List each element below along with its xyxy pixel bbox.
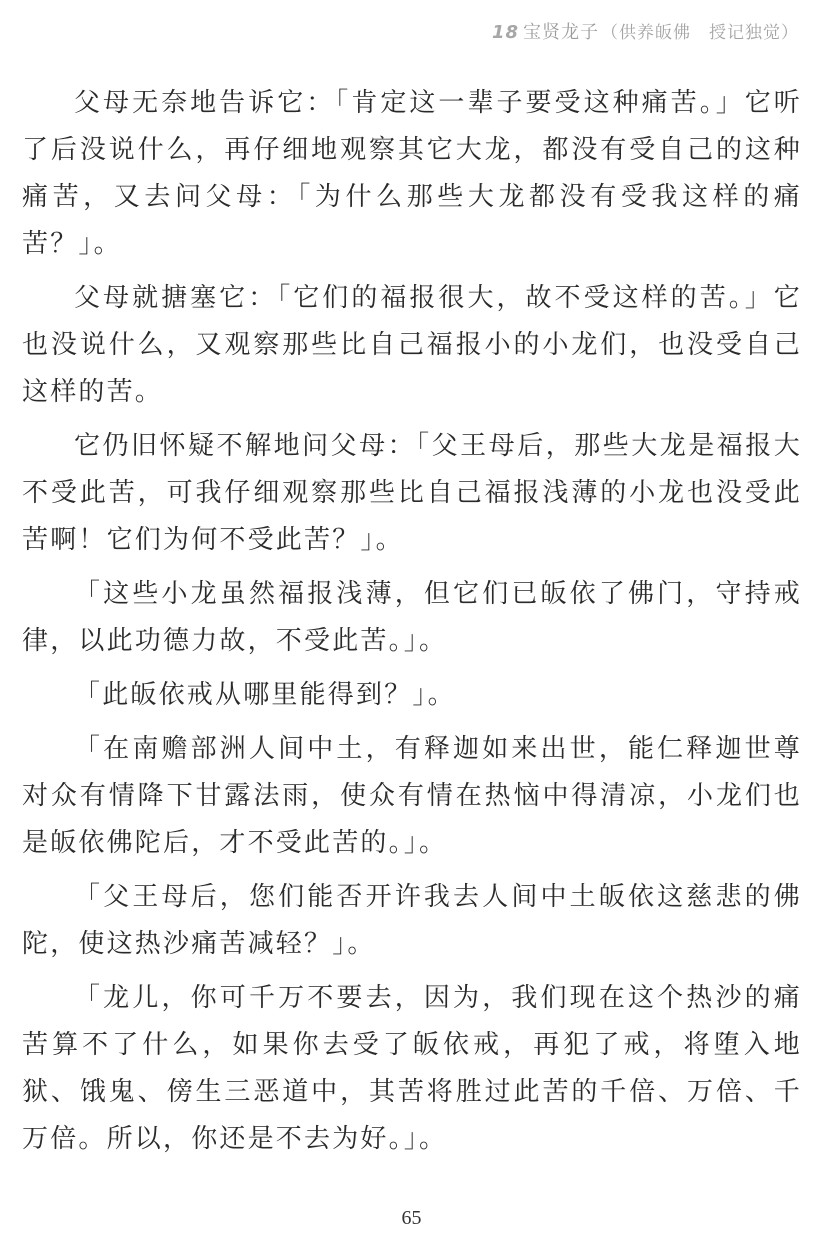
paragraph: 「此皈依戒从哪里能得到？」。 <box>74 680 456 710</box>
running-header <box>492 18 799 44</box>
chapter-subtitle: （供养皈佛 授记独觉） <box>601 23 799 43</box>
page-number: 65 <box>401 1207 422 1229</box>
paragraph: 父母就搪塞它：「它们的福报很大，故不受这样的苦。」它也没说什么，又观察那些比自己福报小的小龙们，也没受自己这样的苦。 <box>22 283 802 407</box>
paragraph: 「在南赡部洲人间中土，有释迦如来出世，能仁释迦世尊对众有情降下甘露法雨，使众有情在热恼中得清凉，小龙们也是皈依佛陀后，才不受此苦的。」。 <box>22 734 802 858</box>
paragraph: 父母无奈地告诉它：「肯定这一辈子要受这种痛苦。」它听了后没说什么，再仔细地观察其它大龙，都没有受自己的这种痛苦，又去问父母：「为什么那些大龙都没有受我这样的痛苦？」。 <box>22 88 802 259</box>
paragraph: 「龙儿，你可千万不要去，因为，我们现在这个热沙的痛苦算不了什么，如果你去受了皈依戒，再犯了戒，将堕入地狱、饿鬼、傍生三恶道中，其苦将胜过此苦的千倍、万倍、千万倍。所以，你还是不去为好。」。 <box>22 983 802 1154</box>
paragraph: 「这些小龙虽然福报浅薄，但它们已皈依了佛门，守持戒律，以此功德力故，不受此苦。」。 <box>22 579 802 656</box>
chapter-number: 18 <box>491 22 519 43</box>
paragraph: 「父王母后，您们能否开许我去人间中土皈依这慈悲的佛陀，使这热沙痛苦减轻？」。 <box>22 882 802 959</box>
paragraph: 它仍旧怀疑不解地问父母：「父王母后，那些大龙是福报大不受此苦，可我仔细观察那些比自己福报浅薄的小龙也没受此苦啊！它们为何不受此苦？」。 <box>22 431 802 555</box>
body-text <box>22 80 802 1170</box>
chapter-title: 宝贤龙子 <box>523 22 599 43</box>
